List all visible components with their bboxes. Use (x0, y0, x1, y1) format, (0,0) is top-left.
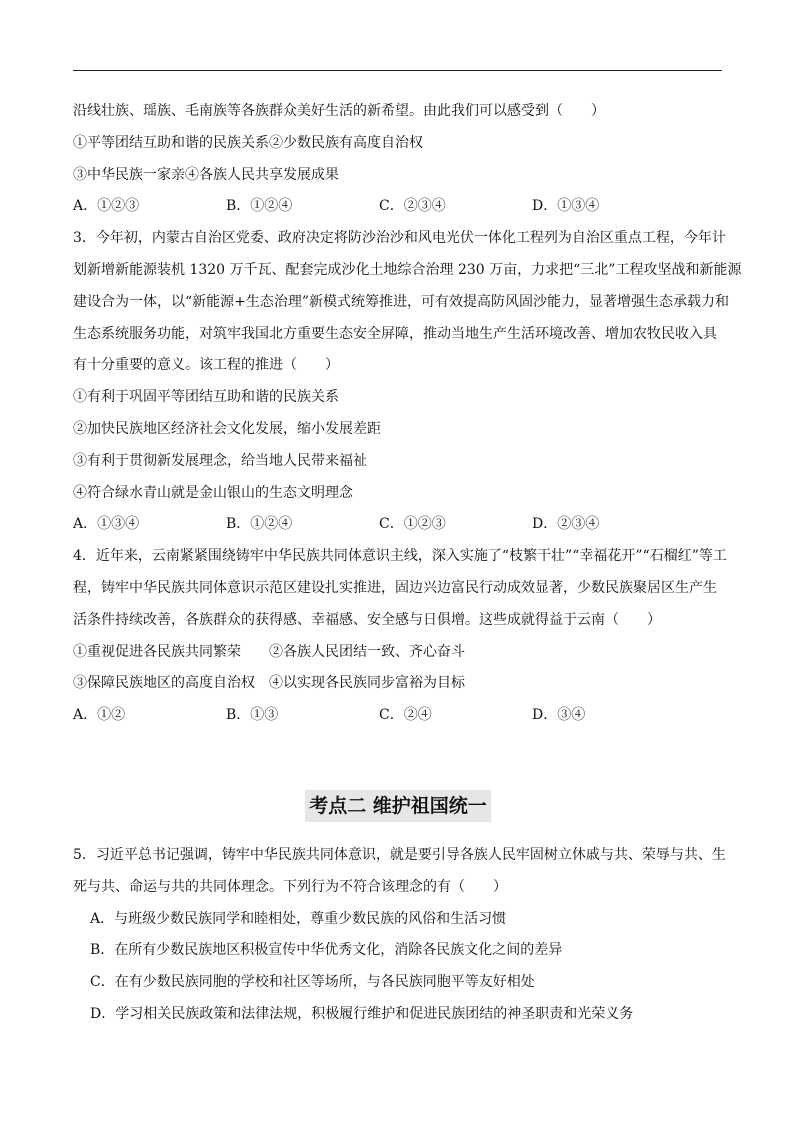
question-2-item: ③中华民族一家亲④各族人民共享发展成果 (73, 166, 339, 183)
option-c: C．②④ (379, 707, 432, 724)
option-d: D．③④ (532, 707, 586, 724)
question-4-stem-line: 程，铸牢中华民族共同体意识示范区建设扎实推进，固边兴边富民行动成效显著，少数民族聚居区生产生 (73, 579, 717, 596)
question-4-options (73, 700, 723, 732)
question-5 (73, 840, 726, 1031)
option-a: A．①② (73, 707, 126, 724)
question-3-stem-line: 划新增新能源装机 1320 万千瓦、配套完成沙化土地综合治理 230 万亩，力求把“三北”工程攻坚战和新能源 (73, 261, 742, 278)
question-3-stem-line: 建设合为一体，以“新能源+生态治理”新模式统筹推进，可有效提高防风固沙能力，显著增强生态承载力和 (73, 293, 730, 310)
section-spacer (73, 732, 723, 790)
question-3-item: ④符合绿水青山就是金山银山的生态文明理念 (73, 484, 353, 501)
question-3-stem-line: 3．今年初，内蒙古自治区党委、政府决定将防沙治沙和风电光伏一体化工程列为自治区重点工程，今年计 (73, 230, 726, 247)
question-4-stem-line: 活条件持续改善，各族群众的获得感、幸福感、安全感与日俱增。这些成就得益于云南（ ） (73, 611, 661, 628)
question-3-options (73, 509, 723, 541)
question-3-stem-line: 生态系统服务功能，对筑牢我国北方重要生态安全屏障，推动当地生产生活环境改善、增加农牧民收入具 (73, 325, 717, 342)
option-d: D．①③④ (532, 198, 600, 215)
option-c: C．在有少数民族同胞的学校和社区等场所，与各民族同胞平等友好相处 (90, 974, 535, 991)
question-4-item: ③保障民族地区的高度自治权 ④以实现各民族同步富裕为目标 (73, 675, 465, 692)
header-rule (73, 70, 722, 71)
section-heading (73, 790, 723, 822)
option-b: B．①②④ (226, 516, 293, 533)
question-4-stem-line: 4．近年来，云南紧紧围绕铸牢中华民族共同体意识主线，深入实施了“枝繁干壮”“幸福花开”“石榴红”等工 (73, 548, 727, 565)
question-3-item: ①有利于巩固平等团结互助和谐的民族关系 (73, 389, 339, 406)
question-4 (73, 541, 727, 732)
option-c: C．①②③ (379, 516, 446, 533)
question-3 (73, 223, 742, 541)
question-3-item: ②加快民族地区经济社会文化发展，缩小发展差距 (73, 420, 381, 437)
question-3-stem-line: 有十分重要的意义。该工程的推进（ ） (73, 357, 339, 374)
option-a: A．①③④ (73, 516, 140, 533)
option-a: A．①②③ (73, 198, 140, 215)
option-b: B．①②④ (226, 198, 293, 215)
option-d: D．②③④ (532, 516, 600, 533)
option-c: C．②③④ (379, 198, 446, 215)
option-a: A．与班级少数民族同学和睦相处，尊重少数民族的风俗和生活习惯 (90, 910, 507, 927)
question-2-item: ①平等团结互助和谐的民族关系②少数民族有高度自治权 (73, 134, 423, 151)
question-5-stem-line: 5．习近平总书记强调，铸牢中华民族共同体意识，就是要引导各族人民牢固树立休戚与共、荣辱与共、生 (73, 846, 726, 863)
page-content (73, 96, 742, 1031)
section-title: 考点二 维护祖国统一 (305, 790, 491, 822)
option-b: B．①③ (226, 707, 279, 724)
question-2 (73, 96, 723, 223)
option-b: B．在所有少数民族地区积极宣传中华优秀文化，消除各民族文化之间的差异 (90, 942, 563, 959)
question-5-stem-line: 死与共、命运与共的共同体理念。下列行为不符合该理念的有（ ） (73, 878, 507, 895)
question-2-stem: 沿线壮族、瑶族、毛南族等各族群众美好生活的新希望。由此我们可以感受到（ ） (73, 103, 605, 119)
question-2-options (73, 191, 723, 223)
option-d: D．学习相关民族政策和法律法规，积极履行维护和促进民族团结的神圣职责和光荣义务 (90, 1005, 634, 1022)
question-3-item: ③有利于贯彻新发展理念，给当地人民带来福祉 (73, 452, 367, 469)
question-4-item: ①重视促进各民族共同繁荣 ②各族人民团结一致、齐心奋斗 (73, 643, 465, 660)
